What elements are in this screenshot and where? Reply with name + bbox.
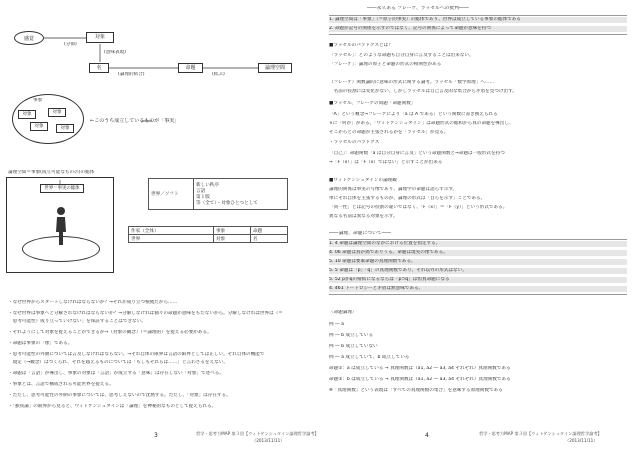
terms-cell-group [194,179,288,210]
body-line: ・なぜ世界からスタートしなければならないか？→それが成り立つ根拠だから…… [8,300,178,305]
body-line: ・命題は事象の「像」である。 [8,341,73,346]
bullet-line: →「F（x）」は「F（x）ではない」と示すことが出来る [329,160,443,165]
quote-line: 5. 52 pがqの帰結になるならば「p⊃q」は恒真命題になる [329,277,627,283]
ronri-kankei-label: (論理的結合) [118,72,145,77]
terms-cell: 等（全て）・対象ひとつとして [196,201,258,206]
divider [329,239,627,240]
bullet-line: 「フレーゲ」：論理の原子と命題の形式の相関性がある [329,62,442,67]
right-page [319,0,638,451]
bullet-line: 「同一性」とは記号の役割の違いではなく、「F（x）」＝「F（y）」という形式である。 [329,205,508,210]
na-node: 名 [89,63,109,73]
divider [329,34,627,35]
list-item: 例 ― a 成立していて、b 成立している [329,355,410,360]
bullet-line: 「A」という概念→フレーゲにより「a は A である」という関数に書き換えられる [329,112,498,117]
terms-head-cell: 事象 [213,227,250,235]
bullet-line: ■ラッセルのパラドクスとは？ [329,43,393,48]
terms-head-cell: 作家（全体） [129,227,214,235]
body-line: ・事象とは、言語で構成される可能世界を捉える。 [8,382,114,387]
terms-row-cell: 世界 [129,235,214,243]
bullet-line: 論理的関係は事実の写像であり、論理学の命題は語らず示す。 [329,187,458,192]
terms-table-1 [148,178,288,210]
body-line: ・ただし、思考可能性の外側の事象については、思考しえないので沈黙する。ただし、「対象」は存在する。 [8,393,231,398]
body-line: ・思考可能性の外側については言及しなければならない。→それ自体の限界は言語の限界としては正しい。それ自体の機能で [8,352,265,357]
musubu-label: (結ぶ) [212,72,225,77]
body-line: ・なぜ世界は事象へと分解されなければならないか？→分解しなければ個々の命題が意味をもたないから。分解しなければ世界は（＝ [8,311,283,316]
list-item: 例 ― a [329,322,344,327]
jishou-label: 事象 [33,98,43,103]
list-item: 命題①：a は成立している → 真理関数は（a1, a2 ― a3, a4 それぞれ）真理関数である [329,366,511,371]
quote-line: 5. 10 命題は要素命題の真理関数である。 [329,259,627,265]
bullet-line: 「自己」：命題関数「a は自分自身に言及」という命題関数と→命題は一般形式を持つ [329,151,505,156]
body-line: ・「独我論」の限界から見ると、ウィトゲンシュタインは「論理」を神秘的なものとして捉えられる。 [8,404,217,409]
bullet-line: ■ラッセル、フレーゲの問題「命題関数」 [329,101,416,106]
list-item: ※「真理関数」という表現は「すべての真理関数の集合」を意味する原理関数である [329,388,503,393]
terms-table-2 [128,226,288,243]
taisho-node-b: 対象 [48,108,66,117]
bullet-line: （フレーゲ）関数論的に意味の形式に関する論考。ラッセル「数学原理」へ…… [329,80,495,85]
ronri-kuukan-node: 論理空間 [258,63,292,73]
divider [329,15,627,16]
list-item: 例 ― b 成立していない [329,344,378,349]
bullet-line: そこからどの命題が主張されるかを「ラッセル」が見る。 [329,130,449,135]
bullet-line: 名前の役割には変化がない。しかしラッセルは自己言及的な集合から矛盾を見つけ出す。 [329,89,517,94]
meidai-node: 命題 [178,63,203,73]
taisho-node-c: 対象 [30,122,48,131]
terms-row-cell: 対象 [213,235,250,243]
footer-date: （2013/11/11） [252,438,285,443]
terms-head-cell: 命題 [250,227,287,235]
bullet-line: 異なる名前は異なる対象を示す。 [329,214,398,219]
world-label: 世界＝事実の総体 [40,184,84,193]
quote-line: 4. 06 命題は真か偽でありうる。命題は現実の像である。 [329,250,627,256]
list-item: 命題②：b は成立している → 真理関数は（a1, a2 ― a3, a4 それぞれ）真理関数である [329,377,511,382]
quote-line: 1. 4 命題は論理空間のなかにおける位置を指定する。 [329,241,627,247]
section-header-3: 〈命題論理〉 [329,310,357,315]
taisho-node-d: 対象 [56,124,74,133]
page-number: 3 [154,432,158,439]
footer-title: 哲学・思考力MAP 第３回【ウィトゲンシュタイン論理哲学論考】 [479,431,602,436]
terms-row-cell: 名 [250,235,287,243]
page-number: 4 [425,432,429,439]
bullet-line: ■ウィトゲンシュタインの論理観 [329,178,397,183]
footer-date: （2013/11/11） [565,438,598,443]
terms-cell: 言語 [196,189,206,194]
body-line: ・それようにして対象を捉えることができるか→（対象の観念）（＝論理的）を捉える必要がある。 [8,330,212,335]
quote-line: 5. 5 命題は「p」「q」の真理関数であり、それ以外の形式はない。 [329,268,627,274]
list-item: 例 ― b 成立している [329,333,374,338]
quote-line: 1. 論理空間は「事象」（＝原子的事実）の総体であり、世界は成立している事象の総体である [329,17,627,23]
section-header-2: ――論理、命題について―― [329,231,392,236]
bullet-line: 「ラッセル」：どのような命題も自分自身に言及することは出来ない。 [329,53,474,58]
bullet-line: ・ラッセルのパラドクス [329,140,380,145]
section-header: ――永久ある フレーゲ、ラッセルへの批判―― [367,6,469,11]
quote-line: 2. 命題が記号の関係を示すのではなく、記号の関係によって命題が意味を持つ [329,26,627,32]
taisho-node-a: 対象 [18,110,36,119]
bunsetsu-label: (分節) [64,42,77,47]
kankaku-node: 感覚 [14,31,44,45]
terms-cell: 世界／ソフト [149,179,194,210]
terms-cell: 新しい秩序 [196,183,219,188]
imi-hyouji-label: (意味表現) [104,50,126,55]
footer-title: 哲学・思考力MAP 第３回【ウィトゲンシュタイン論理哲学論考】 [196,431,319,436]
jishou-cluster [12,94,84,144]
person-icon [54,206,68,246]
bullet-line: 単にそれ自体を主張するものが、論理の形式は「自らを示す」ことである。 [329,196,486,201]
bullet-line: ×に「何か」がある。「ウィトゲンシュタイン」は命題形式の総和から真の命題を導出し、 [329,121,514,126]
logic-space-frame-title: 論理空間＝事象(成立可能なものの)の総体 [8,170,95,175]
quote-line: 4. 461 トートロジーと矛盾は無意味である。 [329,286,627,292]
body-line: 思考可能性）成り立っていけない」を保証することはできない。 [8,319,146,324]
body-line: ・命題は「言語」が導出し、事象の対象は「言語」が成立する「意味」は存在しない「対象」で述べる。 [8,371,224,376]
terms-cell: 第１版 [196,195,210,200]
taisho-node-top: 対象 [86,32,114,43]
jijitsu-note: ←このうち成立しているものが「事実」 [90,118,180,124]
body-line: 規定（→観念）はつくられ、それを越えるものについては「もしもそれらは……」と言わざるをえない。 [8,360,228,365]
divider [329,294,627,295]
